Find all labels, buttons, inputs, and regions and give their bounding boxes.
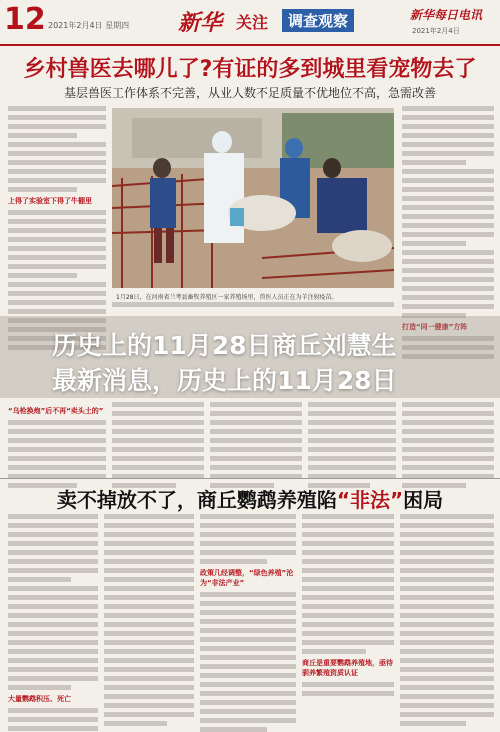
section-divider — [0, 478, 500, 479]
article1-subheadline: 基层兽医工作体系不完善，从业人数不足质量不优地位不高，急需改善 — [63, 86, 436, 100]
article1-section-head: “乌枪换炮”后不再“卖头土的” — [8, 407, 104, 415]
article2-col4 — [302, 514, 394, 719]
article2-col1 — [8, 514, 98, 719]
article1-mid-column — [112, 302, 394, 316]
overlay-title-line1: 历史上的11月28日商丘刘慧生 — [52, 331, 397, 360]
article1-left-column — [8, 106, 106, 316]
article2-section-head: 政策几经调整，“绿色养殖”沦为“非法产业” — [200, 569, 294, 587]
article1-lower-mid — [112, 402, 204, 474]
article2-col2 — [104, 514, 194, 719]
photo-caption: 1月28日，在河南省兰考县畜牧养殖区一家养殖场里，兽医人员正在为羊注射疫苗。 — [116, 294, 338, 301]
article2-headline-suffix: 困局 — [403, 488, 444, 512]
article2-headline-prefix: 卖不掉放不了，商丘鹦鹉养殖陷 — [56, 488, 337, 512]
article1-headline: 乡村兽医去哪儿了?有证的多到城里看宠物去了 — [23, 57, 477, 82]
page-number: 12 — [4, 2, 46, 37]
brand-suffix: 关注 — [236, 13, 269, 32]
article1-lower-right — [402, 402, 494, 474]
article2-col3 — [200, 514, 296, 719]
masthead — [0, 0, 500, 46]
article2-headline-red: “非法” — [336, 488, 404, 512]
overlay-title-line2: 最新消息，历史上的11月28日 — [52, 366, 397, 395]
veterinarians-photo — [112, 108, 394, 288]
paper-date: 2021年2月4日 — [412, 27, 460, 35]
article2-section-head: 商丘是重要鹦鹉养殖地，亟待驯养繁殖资质认证 — [302, 659, 393, 677]
article1-photo — [112, 108, 394, 288]
article1-lower-left — [8, 402, 106, 474]
page-date: 2021年2月4日 星期四 — [48, 21, 130, 30]
article1-section-head: 上得了实验室下得了牛棚里 — [8, 197, 92, 205]
article2-headline — [10, 484, 490, 513]
article1-lower-mid2 — [210, 402, 302, 474]
brand-logo: 新华 — [178, 10, 223, 36]
article1-section-head: 打造“同一健康”方阵 — [402, 323, 468, 331]
section-tag: 调查观察 — [282, 9, 354, 32]
article1-right-column — [402, 106, 494, 331]
article2-section-head: 大量鹦鹉积压、死亡 — [8, 695, 71, 703]
article1-lower-mid3 — [308, 402, 396, 474]
paper-name: 新华每日电讯 — [410, 8, 483, 22]
article2-col5 — [400, 514, 494, 719]
